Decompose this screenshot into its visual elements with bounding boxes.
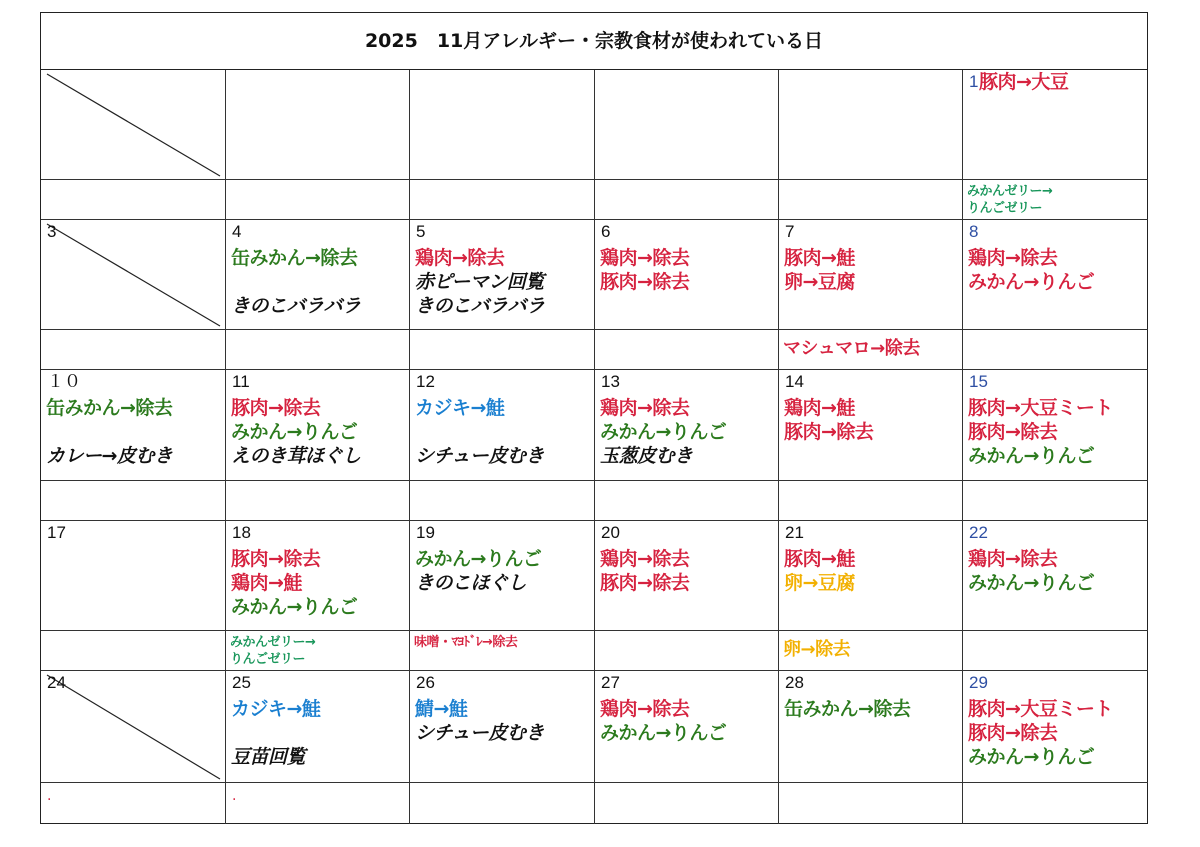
menu-substitution: みかん→りんご (600, 722, 727, 744)
day-cell-14 (779, 370, 963, 481)
day-cell-12 (410, 370, 595, 481)
note-text: りんごゼリー (967, 201, 1043, 216)
day-number: 22 (969, 523, 988, 542)
diagonal-slash (41, 671, 225, 782)
menu-substitution: 豚肉→大豆ミート (968, 698, 1113, 720)
menu-substitution: 鶏肉→除去 (600, 397, 690, 419)
menu-substitution: 鶏肉→除去 (415, 247, 505, 269)
menu-substitution: 鶏肉→除去 (600, 548, 690, 570)
menu-substitution: みかん→りんご (231, 421, 358, 443)
day-cell-17 (41, 521, 226, 631)
note-cell (410, 481, 595, 521)
day-number: 4 (232, 222, 242, 241)
day-cell-24 (41, 671, 226, 783)
day-number: 17 (47, 523, 66, 542)
note-text: 卵→除去 (783, 639, 851, 660)
menu-substitution: みかん→りんご (968, 572, 1095, 594)
note-cell (410, 783, 595, 824)
day-number: 8 (969, 222, 979, 241)
menu-substitution: 豚肉→除去 (600, 271, 690, 293)
menu-substitution: 赤ピーマン回覧 (415, 271, 544, 293)
day-number: １０ (47, 372, 81, 391)
menu-substitution: 豚肉→大豆 (979, 71, 1069, 93)
note-cell (410, 631, 595, 671)
note-cell (41, 481, 226, 521)
day-cell-empty (226, 70, 410, 180)
menu-substitution: きのこほぐし (415, 572, 527, 594)
calendar-title: 2025 11月アレルギー・宗教食材が使われている日 (41, 13, 1147, 70)
note-cell (226, 783, 410, 824)
menu-substitution: 豚肉→除去 (968, 722, 1058, 744)
day-cell-15 (963, 370, 1148, 481)
menu-substitution: 玉葱皮むき (600, 445, 693, 467)
day-cell-empty (595, 70, 779, 180)
menu-substitution: 鶏肉→除去 (600, 698, 690, 720)
note-cell (779, 481, 963, 521)
day-cell-1 (963, 70, 1148, 180)
menu-substitution: きのこバラバラ (415, 295, 545, 317)
day-cell-29 (963, 671, 1148, 783)
menu-substitution: みかん→りんご (968, 271, 1095, 293)
day-cell-20 (595, 521, 779, 631)
day-cell-6 (595, 220, 779, 330)
day-cell- (41, 370, 226, 481)
day-number: 27 (601, 673, 620, 692)
day-cell-empty (410, 70, 595, 180)
menu-substitution: 豚肉→除去 (600, 572, 690, 594)
menu-substitution: えのき茸ほぐし (231, 445, 361, 467)
menu-substitution: 豚肉→鮭 (784, 548, 855, 570)
day-cell-25 (226, 671, 410, 783)
note-text: りんごゼリー (230, 652, 306, 667)
menu-substitution: 缶みかん→除去 (46, 397, 173, 419)
menu-substitution: 豚肉→大豆ミート (968, 397, 1113, 419)
note-cell (963, 631, 1148, 671)
day-number: 11 (232, 372, 250, 391)
note-cell (963, 180, 1148, 220)
day-number: 15 (969, 372, 988, 391)
menu-substitution: 鶏肉→鮭 (784, 397, 855, 419)
day-cell-13 (595, 370, 779, 481)
stray-mark: · (232, 792, 237, 808)
day-number: 21 (785, 523, 804, 542)
day-cell-3 (41, 220, 226, 330)
note-text: みかんゼリー→ (967, 184, 1053, 199)
menu-substitution: 卵→豆腐 (784, 271, 855, 293)
day-number: 6 (601, 222, 611, 241)
day-number: 24 (47, 673, 66, 692)
day-number: 29 (969, 673, 988, 692)
menu-substitution: 豚肉→除去 (231, 397, 321, 419)
note-cell (41, 631, 226, 671)
day-number: 19 (416, 523, 435, 542)
note-cell (41, 783, 226, 824)
diagonal-slash (41, 220, 225, 329)
day-cell-19 (410, 521, 595, 631)
menu-substitution: みかん→りんご (968, 445, 1095, 467)
note-cell (41, 330, 226, 370)
day-cell-7 (779, 220, 963, 330)
note-cell (779, 180, 963, 220)
menu-substitution: 豚肉→除去 (784, 421, 874, 443)
note-cell (595, 180, 779, 220)
day-cell-27 (595, 671, 779, 783)
note-cell (595, 481, 779, 521)
day-number: 25 (232, 673, 251, 692)
day-cell-18 (226, 521, 410, 631)
menu-substitution: 缶みかん→除去 (784, 698, 911, 720)
note-cell (963, 481, 1148, 521)
day-cell-26 (410, 671, 595, 783)
menu-substitution: カジキ→鮭 (415, 397, 505, 419)
note-cell (595, 783, 779, 824)
note-cell (226, 180, 410, 220)
day-number: 7 (785, 222, 795, 241)
note-cell (226, 481, 410, 521)
menu-substitution: 豆苗回覧 (231, 746, 306, 768)
note-text: 味噌・ﾏﾖﾄﾞﾚ→除去 (414, 635, 518, 650)
note-cell (779, 783, 963, 824)
menu-substitution: カレー→皮むき (46, 445, 173, 467)
day-cell-21 (779, 521, 963, 631)
diagonal-slash (41, 70, 225, 179)
stray-mark: · (47, 792, 52, 808)
menu-substitution: 鶏肉→除去 (600, 247, 690, 269)
menu-substitution: 豚肉→除去 (968, 421, 1058, 443)
note-cell (963, 330, 1148, 370)
note-text: マシュマロ→除去 (783, 338, 920, 359)
day-number: 20 (601, 523, 620, 542)
day-cell-28 (779, 671, 963, 783)
menu-substitution: 鶏肉→除去 (968, 548, 1058, 570)
note-cell (595, 330, 779, 370)
note-cell (41, 180, 226, 220)
day-cell-empty (41, 70, 226, 180)
menu-substitution: 鶏肉→鮭 (231, 572, 302, 594)
day-number: 28 (785, 673, 804, 692)
menu-substitution: みかん→りんご (231, 596, 358, 618)
day-number: 5 (416, 222, 426, 241)
note-cell (963, 783, 1148, 824)
day-cell-22 (963, 521, 1148, 631)
day-number: 26 (416, 673, 435, 692)
menu-substitution: 鯖→鮭 (415, 698, 468, 720)
day-cell-11 (226, 370, 410, 481)
menu-substitution: 鶏肉→除去 (968, 247, 1058, 269)
calendar-sheet (40, 12, 1148, 824)
day-cell-empty (779, 70, 963, 180)
note-text: みかんゼリー→ (230, 635, 316, 650)
day-cell-8 (963, 220, 1148, 330)
day-number: 14 (785, 372, 804, 391)
note-cell (779, 631, 963, 671)
note-cell (226, 330, 410, 370)
menu-substitution: みかん→りんご (968, 746, 1095, 768)
menu-substitution: シチュー皮むき (415, 445, 544, 467)
menu-substitution: みかん→りんご (415, 548, 542, 570)
day-number: 3 (47, 222, 57, 241)
menu-substitution: 缶みかん→除去 (231, 247, 358, 269)
day-cell-5 (410, 220, 595, 330)
note-cell (595, 631, 779, 671)
menu-substitution: シチュー皮むき (415, 722, 544, 744)
day-number: 13 (601, 372, 620, 391)
day-cell-4 (226, 220, 410, 330)
menu-substitution: 卵→豆腐 (784, 572, 855, 594)
day-number: 12 (416, 372, 435, 391)
note-cell (410, 330, 595, 370)
day-number: 1 (969, 72, 979, 91)
menu-substitution: 豚肉→除去 (231, 548, 321, 570)
note-cell (226, 631, 410, 671)
menu-substitution: 豚肉→鮭 (784, 247, 855, 269)
note-cell (779, 330, 963, 370)
day-number: 18 (232, 523, 251, 542)
menu-substitution: みかん→りんご (600, 421, 727, 443)
menu-substitution: カジキ→鮭 (231, 698, 321, 720)
note-cell (410, 180, 595, 220)
menu-substitution: きのこバラバラ (231, 295, 361, 317)
